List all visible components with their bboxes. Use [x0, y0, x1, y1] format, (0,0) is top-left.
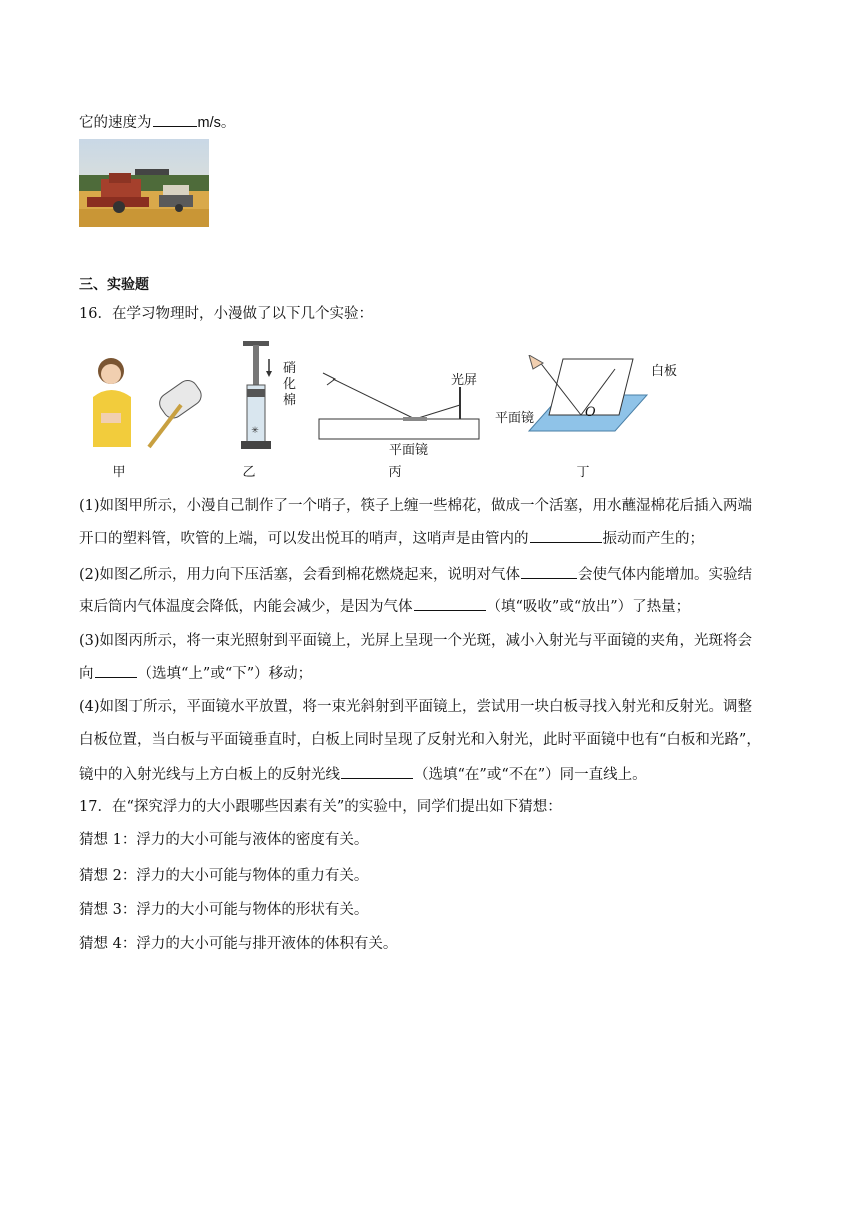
answer-blank[interactable]	[153, 112, 197, 127]
text-segment: 束后筒内气体温度会降低，内能会减少，是因为气体	[79, 599, 413, 615]
yi-label-char: 硝	[283, 361, 297, 376]
yi-label	[283, 361, 299, 409]
text-segment: （填“吸收”或“放出”）了热量；	[486, 599, 691, 615]
text-segment: （选填“上”或“下”）移动；	[137, 666, 313, 682]
q15-unit: m/s。	[197, 115, 236, 131]
caption-bing: 丙	[388, 465, 402, 480]
q16-part1-line2	[79, 528, 704, 549]
q17-guess: 猜想 2：浮力的大小可能与物体的重力有关。	[79, 868, 369, 884]
yi-label-char: 棉	[283, 393, 297, 408]
q16-part3-line2	[79, 663, 312, 684]
bing-mirror-label: 平面镜	[389, 443, 429, 458]
ding-mirror-label: 平面镜	[495, 411, 535, 426]
q16-part2-line2	[79, 596, 690, 617]
yi-label-char: 化	[283, 377, 297, 392]
text-segment: 镜中的入射光线与上方白板上的反射光线	[79, 767, 340, 783]
caption-jia: 甲	[112, 465, 126, 480]
answer-blank[interactable]	[95, 663, 137, 678]
q16-part4-line2: 白板位置，当白板与平面镜垂直时，白板上同时呈现了反射光和入射光，此时平面镜中也有“白板和光路”，	[79, 732, 761, 748]
q16-part2-line1	[79, 564, 752, 585]
q15-prefix: 它的速度为	[79, 115, 152, 131]
text-segment: 开口的塑料管，吹管的上端，可以发出悦耳的哨声，这哨声是由管内的	[79, 531, 529, 547]
figure-ding-mirror-board	[519, 355, 659, 437]
q17-stem: 17．在“探究浮力的大小跟哪些因素有关”的实验中，同学们提出如下猜想：	[79, 799, 562, 815]
q16-part4-line1: (4)如图丁所示，平面镜水平放置，将一束光斜射到平面镜上，尝试用一块白板寻找入射光和反射光。调整	[79, 699, 753, 715]
answer-blank[interactable]	[341, 764, 413, 779]
text-segment: 振动而产生的；	[602, 531, 704, 547]
svg-text:✳: ✳	[251, 426, 259, 436]
q15-tail	[79, 112, 235, 133]
harvester-photo	[79, 139, 209, 227]
bing-screen-label: 光屏	[451, 373, 478, 388]
ding-point-label: O	[585, 405, 596, 420]
q16-part3-line1: (3)如图丙所示，将一束光照射到平面镜上，光屏上呈现一个光斑，减小入射光与平面镜的夹角，光斑将会	[79, 633, 753, 649]
answer-blank[interactable]	[414, 596, 486, 611]
ding-board-label: 白板	[651, 364, 678, 379]
answer-blank[interactable]	[521, 564, 577, 579]
text-segment: （选填“在”或“不在”）同一直线上。	[414, 767, 647, 783]
text-segment: (2)如图乙所示，用力向下压活塞，会看到棉花燃烧起来，说明对气体	[79, 567, 521, 583]
q16-stem: 16．在学习物理时，小漫做了以下几个实验：	[79, 306, 373, 322]
caption-ding: 丁	[576, 465, 590, 480]
answer-blank[interactable]	[530, 528, 602, 543]
q16-part4-line3	[79, 764, 647, 785]
figure-jia-whistle	[79, 349, 209, 449]
q16-part1-line1: (1)如图甲所示，小漫自己制作了一个哨子，筷子上缠一些棉花，做成一个活塞，用水蘸湿棉花后插入两端	[79, 498, 753, 514]
text-segment: 会使气体内能增加。实验结	[578, 567, 753, 583]
section-title: 三、实验题	[79, 277, 149, 293]
q17-guess: 猜想 3：浮力的大小可能与物体的形状有关。	[79, 902, 369, 918]
caption-yi: 乙	[242, 465, 256, 480]
q17-guess: 猜想 4：浮力的大小可能与排开液体的体积有关。	[79, 936, 398, 952]
q17-guess: 猜想 1：浮力的大小可能与液体的密度有关。	[79, 832, 369, 848]
q16-figure	[79, 337, 699, 480]
text-segment: 向	[79, 666, 94, 682]
